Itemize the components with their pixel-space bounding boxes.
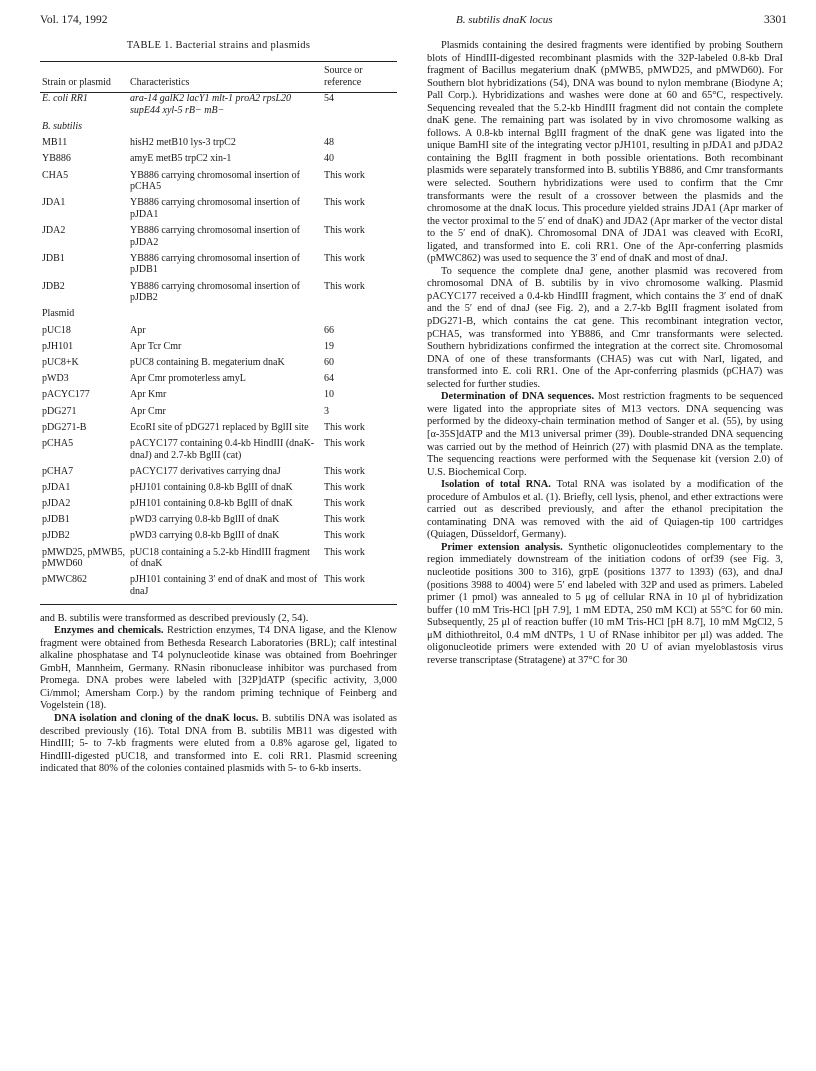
strain-name: pMWC862 (40, 574, 128, 604)
table-row (40, 373, 397, 389)
table-row (40, 170, 397, 198)
strain-reference: This work (324, 498, 365, 510)
strain-reference: This work (324, 465, 365, 477)
sequence-determination-paragraph (427, 391, 783, 479)
rna-heading: Isolation of total RNA. (441, 479, 551, 491)
strain-name: pWD3 (42, 373, 69, 385)
strain-reference: This work (322, 574, 397, 604)
strain-name: JDB1 (42, 252, 65, 264)
strain-characteristics: YB886 carrying chromosomal insertion of pJDA2 (130, 225, 300, 248)
enzymes-heading: Enzymes and chemicals. (54, 625, 164, 637)
strain-characteristics: pHJ101 containing 0.8-kb BglII of dnaK (130, 481, 293, 493)
table-row (40, 137, 397, 153)
strain-name: pCHA5 (42, 437, 74, 449)
strain-name: pJH101 (42, 340, 74, 352)
sequence-body: Most restriction fragments to be sequenced were ligated into the appropriate sites of M13 vectors. DNA sequencing was performed by the dideoxy-chain termination method of Sanger et al. (55), by using [α-35S]dATP and the M13 universal primer (39). Double-stranded DNA sequencing was carried out by the method of Heinrich (27) with plasmid DNA as the template. The sequencing reactions were performed with the Sequenase kit (version 2.0) of U.S. Biochemical Corp. (427, 391, 783, 478)
strain-name: pJDA1 (42, 481, 71, 493)
page-number: 3301 (764, 14, 787, 26)
table-row (40, 530, 397, 546)
strain-reference: This work (324, 514, 365, 526)
table-row (40, 514, 397, 530)
strain-characteristics: EcoRI site of pDG271 replaced by BglII site (130, 421, 309, 433)
strain-reference: This work (324, 421, 365, 433)
table-row (40, 547, 397, 575)
table-row (40, 574, 397, 604)
strain-reference: This work (324, 197, 365, 209)
strain-name: pMWD25, pMWB5, pMWD60 (42, 546, 126, 570)
strain-characteristics: amyE metB5 trpC2 xin-1 (130, 153, 232, 165)
strain-reference: This work (324, 225, 365, 237)
strain-characteristics: YB886 carrying chromosomal insertion of pJDA1 (130, 197, 300, 220)
table-row (40, 422, 397, 438)
isolation-heading: DNA isolation and cloning of the dnaK locus. (54, 713, 259, 724)
strain-reference: This work (324, 530, 365, 542)
enzymes-paragraph (40, 625, 397, 713)
left-column (40, 40, 397, 776)
strain-name: JDA1 (42, 197, 66, 209)
strain-characteristics: Apr Tcr Cmr (130, 340, 182, 352)
primer-heading: Primer extension analysis. (441, 541, 563, 553)
strain-reference: 66 (324, 324, 334, 336)
isolation-paragraph (40, 713, 397, 776)
table-row (40, 357, 397, 373)
strain-reference: 19 (324, 340, 334, 352)
strain-reference: This work (324, 546, 365, 558)
table-row (40, 466, 397, 482)
rna-isolation-paragraph (427, 479, 783, 542)
strain-characteristics: hisH2 metB10 lys-3 trpC2 (130, 137, 236, 149)
strain-characteristics: Apr Kmr (130, 389, 167, 401)
table-row (40, 225, 397, 253)
strain-characteristics: pUC18 containing a 5.2-kb HindIII fragment of dnaK (130, 546, 310, 570)
strain-characteristics: ara-14 galK2 lacY1 mlt-1 proA2 rpsL20 supE44 xyl-5 rB− mB− (130, 93, 292, 116)
isolation-body: B. subtilis DNA was isolated as described previously (16). Total DNA from B. subtilis MB11 was digested with HindIII; 5- to 7-kb fragments were eluted from a 0.8% agarose gel, ligated to HindIII-digested pUC18, and transformed into E. coli RR1. Plasmid screening indicated that 80% of the colonies contained plasmids with 5- to 6-kb inserts. (40, 713, 397, 775)
table-row (40, 498, 397, 514)
strain-characteristics: pJH101 containing 3′ end of dnaK and most of dnaJ (128, 574, 322, 604)
strain-characteristics: YB886 carrying chromosomal insertion of pCHA5 (130, 169, 300, 193)
col-header-source: Source or reference (322, 62, 397, 93)
strain-name: pJDB2 (42, 530, 70, 542)
strain-characteristics: pJH101 containing 0.8-kb BglII of dnaK (130, 498, 293, 510)
strain-reference: 10 (324, 389, 334, 401)
sequence-heading: Determination of DNA sequences. (441, 391, 595, 403)
strain-name: MB11 (42, 137, 68, 149)
table-row (40, 406, 397, 422)
strain-name: pDG271 (42, 405, 77, 417)
strain-name: pJDB1 (42, 514, 70, 526)
strain-name: pCHA7 (42, 465, 74, 477)
strain-reference: This work (324, 481, 365, 493)
enzymes-body: Restriction enzymes, T4 DNA ligase, and the Klenow fragment were obtained from Bethesda Research Laboratories (BRL); calf intestinal alkaline phosphatase and T4 polynucleotide kinase was obtained from Boehringer GmbH, Mannheim, Germany. RNasin ribonuclease inhibitor was purchased from Promega. DNA probes were labeled with [32P]dATP (specific activity, 3,000 Ci/mmol; Amersham Corp.) by the random priming technique of Feinberg and Vogelstein (18). (40, 625, 397, 712)
col-header-strain: Strain or plasmid (40, 62, 128, 93)
strain-reference: This work (324, 280, 365, 292)
strain-name: JDB2 (42, 280, 65, 292)
strain-characteristics: pACYC177 containing 0.4-kb HindIII (dnaK-dnaJ) and 2.7-kb BglII (cat) (130, 437, 315, 461)
strain-characteristics: Apr (130, 324, 146, 336)
strain-name: CHA5 (42, 169, 69, 181)
group-heading-plasmid: Plasmid (42, 308, 75, 320)
strain-reference: This work (324, 437, 365, 449)
strain-name: pUC18 (42, 324, 71, 336)
right-column (427, 40, 783, 667)
table-row (40, 253, 397, 281)
table-row (40, 153, 397, 169)
strain-characteristics: pWD3 carrying 0.8-kb BglII of dnaK (130, 514, 280, 526)
strain-reference: This work (324, 252, 365, 264)
dnaj-sequencing-paragraph: To sequence the complete dnaJ gene, another plasmid was recovered from chromosomal DNA of B. subtilis by in vivo chromosome walking. Plasmid pACYC177 received a 0.4-kb HindIII fragment, which contains the 3′ end of dnaK and the 5′ end of dnaJ (see Fig. 2), and a 2.7-kb BglII fragment isolated from pDG271-B, which contains the cat gene. This recombinant integration vector, pCHA5, was transformed into YB886, and Cmr transformants were selected. Southern hybridizations confirmed the integration at the correct site. Chromosomal DNA of one of these transformants (CHA5) was cut with NarI, ligated, and transformed into E. coli RR1. One of the Apr-conferring plasmids (pCHA7) was selected for further studies. (427, 265, 783, 390)
strain-name: JDA2 (42, 225, 66, 237)
strain-reference: 64 (324, 373, 334, 385)
table-row (40, 281, 397, 309)
running-title: B. subtilis dnaK locus (456, 14, 553, 26)
strain-reference: 60 (324, 357, 334, 368)
strain-characteristics: pACYC177 derivatives carrying dnaJ (130, 465, 281, 477)
table-header-row (40, 62, 397, 93)
col-header-characteristics: Characteristics (128, 62, 322, 93)
strain-name: YB886 (42, 153, 71, 165)
strain-characteristics: Apr Cmr (130, 405, 166, 417)
strain-characteristics: Apr Cmr promoterless amyL (130, 373, 246, 385)
table-row (40, 197, 397, 225)
transformation-text: and B. subtilis were transformed as described previously (2, 54). (40, 612, 309, 624)
primer-body: Synthetic oligonucleotides complementary to the region immediately downstream of the initiation codons of orf39 (see Fig. 3, nucleotide positions 300 to 316), grpE (positions 1377 to 1393) (63), and dnaJ (positions 3988 to 4004) were 5′ end labeled with 32P and used as primers. Labeled primer (1 pmol) was annealed to 5 μg of cellular RNA in 10 μl of hybridization buffer (10 mM Tris-HCl [pH 7.9], 1 mM EDTA, 250 mM KCl) at 55°C for 60 min. Subsequently, 25 μl of reaction buffer (10 mM Tris-HCl [pH 8.7], 10 mM MgCl2, 5 μM dithiothreitol, 0.4 mM dNTPs, 1 U of RNase inhibitor per μl) was added. The oligonucleotide primers were extended with 20 U of avian myeloblastosis virus reverse transcriptase (Stratagene) at 37°C for 30 (427, 541, 783, 666)
table-row (40, 438, 397, 466)
strain-name: pACYC177 (42, 389, 90, 401)
journal-volume: Vol. 174, 1992 (40, 14, 108, 26)
plasmid-identification-paragraph: Plasmids containing the desired fragments were identified by probing Southern blots of HindIII-digested recombinant plasmids with the 32P-labeled 0.8-kb DraI fragment of Bacillus megaterium dnaK (pMWB5, pMWD25, and pMWD60). For Southern blot hybridizations (54), DNA was bound to nylon membrane (Biodyne A; Pall Corp.). Hybridizations and washes were done at 60 and 65°C, respectively. Sequencing revealed that the 5.2-kb HindIII fragment did not contain the complete dnaK gene. The remaining part was isolated by in vivo chromosome walking as follows. A 0.8-kb internal BglII fragment of the dnaK gene was ligated into the unique BamHI site of the integrating vector pJH101, resulting in pJDA1 and pJDA2 containing the BglII fragment in both possible orientations. Both recombinant plasmids were separately transformed into B. subtilis YB886, and Cmr transformants were selected. Southern hybridizations were used to confirm that the Cmr transformants were the result of a crossover between the plasmids and the chromosome at the dnaK locus. This procedure yielded strains JDA1 (Apr marker of the vector proximal to the 5′ end of dnaK) and JDA2 (Apr marker of the vector distal to the 5′ end of dnaK). Chromosomal DNA of JDA1 was cleaved with EcoRI, ligated, and transformed into E. coli RR1. One of the Apr-conferring plasmids (pMWC862) was used to sequence the 3′ end of dnaK and most of dnaJ. (427, 40, 783, 265)
table-title: TABLE 1. Bacterial strains and plasmids (126, 40, 311, 51)
strain-name: pUC8+K (42, 357, 79, 368)
strain-reference: 40 (324, 153, 334, 165)
strain-name: E. coli RR1 (42, 93, 88, 105)
table-row (40, 389, 397, 405)
strain-characteristics: pUC8 containing B. megaterium dnaK (130, 357, 285, 368)
strain-characteristics: pWD3 carrying 0.8-kb BglII of dnaK (130, 530, 280, 542)
group-heading-bsubtilis: B. subtilis (42, 120, 83, 132)
strain-reference: This work (324, 169, 365, 181)
rna-body: Total RNA was isolated by a modification of the procedure of Ambulos et al. (1). Briefly, cell lysis, phenol, and ether extractions were carried out as described previously, and after the ethanol precipitation the contaminating DNA was removed with the aid of Quiagen-tip 100 cartridges (Quiagen, Düsseldorf, Germany). (427, 479, 783, 541)
table-group-row (40, 121, 397, 137)
strain-name: pJDA2 (42, 498, 71, 510)
strain-characteristics: YB886 carrying chromosomal insertion of pJDB1 (130, 252, 300, 276)
table-row (40, 341, 397, 357)
strain-characteristics: YB886 carrying chromosomal insertion of pJDB2 (130, 280, 300, 304)
table-row (40, 482, 397, 498)
strain-reference: 3 (324, 405, 329, 417)
primer-extension-paragraph (427, 542, 783, 667)
strain-reference: 48 (324, 137, 334, 149)
table-row (40, 93, 397, 121)
table-group-row (40, 308, 397, 324)
table-row (40, 325, 397, 341)
strain-name: pDG271-B (42, 421, 87, 433)
strain-reference: 54 (324, 93, 334, 105)
strains-table (40, 61, 397, 605)
